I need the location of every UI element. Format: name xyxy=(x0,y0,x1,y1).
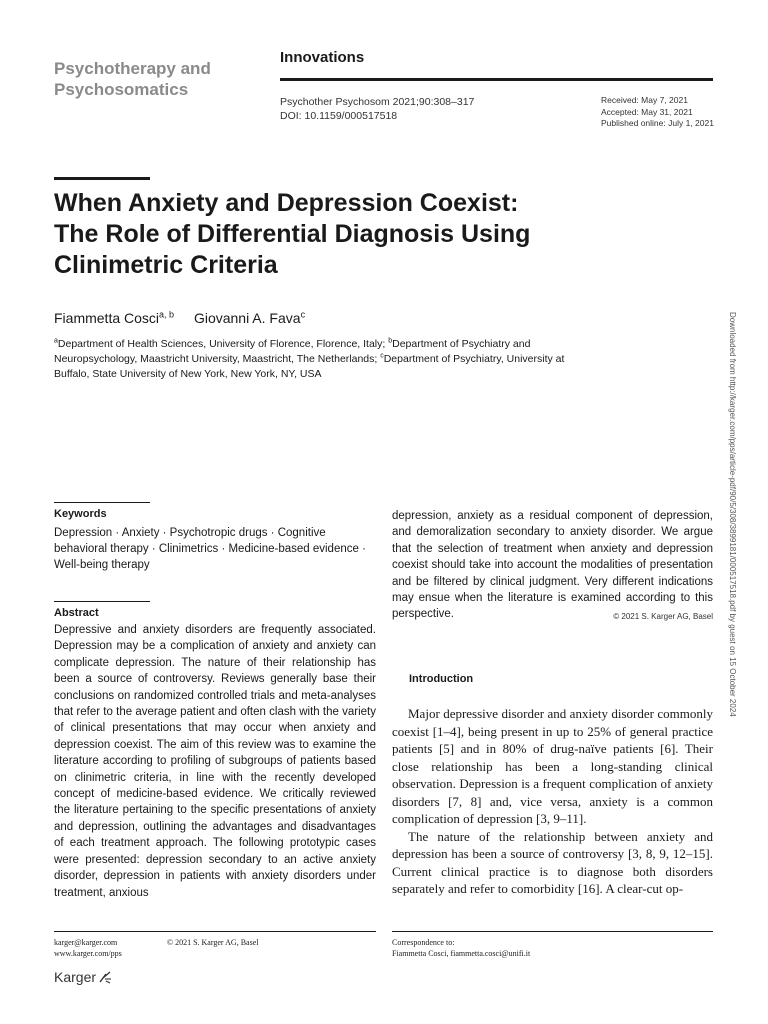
affiliation: Department of Health Sciences, University of Florence, Florence, Italy; xyxy=(57,338,389,350)
affiliation: Department of Psychiatry, University at Buffalo, State University of New York, New York, NY, USA xyxy=(54,353,565,380)
title-rule xyxy=(54,177,150,180)
footer-rule-left xyxy=(54,931,376,932)
abstract-text: Depressive and anxiety disorders are frequently associated. Depression may be a complication of anxiety and anxiety can complicate depression. The nature of their relationship has been a source of controversy. Reviews generally base their conclusions on randomized controlled trials and meta-analyses that refer to the average patient and often clash with the variety of clinical presentations that may occur when anxiety and depression coexist. The aim of this review was to examine the literature according to profiling of subgroups of patients based on clinimetric criteria, in line with the recently developed concept of medicine-based evidence. We critically reviewed the literature pertaining to the specific presentations of anxiety and depression, outlining the advantages and disadvantages of each treatment approach. The following prototypic cases were presented: depression secondary to an active anxiety disorder, depression in patients with anxiety disorders under treatment, anxious xyxy=(54,624,376,899)
section-label: Innovations xyxy=(280,49,365,66)
article-dates xyxy=(601,95,731,130)
correspondence-label: Correspondence to: xyxy=(392,938,455,947)
affiliation-marker: c xyxy=(380,352,384,360)
footer-copyright: © 2021 S. Karger AG, Basel xyxy=(167,938,259,947)
publisher-website[interactable]: www.karger.com/pps xyxy=(54,949,122,958)
abstract-copyright: © 2021 S. Karger AG, Basel xyxy=(613,612,713,622)
abstract-text-continued xyxy=(392,508,713,626)
affiliation: Department of Psychiatry and Neuropsychology, Maastricht University, Maastricht, The Netherlands; xyxy=(54,338,531,365)
introduction-heading: Introduction xyxy=(409,673,474,685)
doi[interactable]: DOI: 10.1159/000517518 xyxy=(280,110,398,122)
abstract-heading: Abstract xyxy=(54,607,99,619)
paragraph: Major depressive disorder and anxiety disorder commonly coexist [1–4], being present in up to 25% of general practice patients [5] and in 80% of drug-naïve patients [6]. Their close relationship has been a long-standing clinical observation. Depression is a frequent complication of anxiety disorders [7, 8] and, vice versa, anxiety is a common complication of depression [3, 9–11]. xyxy=(392,706,713,826)
journal-name-line1: Psychotherapy and xyxy=(54,59,211,78)
publisher-name: Karger xyxy=(54,969,97,985)
author[interactable] xyxy=(54,310,174,326)
keywords-rule xyxy=(54,502,150,503)
title-line-1: When Anxiety and Depression Coexist: xyxy=(54,189,519,217)
keywords-heading: Keywords xyxy=(54,508,107,520)
article-title xyxy=(54,188,614,281)
published-date: Published online: July 1, 2021 xyxy=(601,118,714,128)
author[interactable] xyxy=(194,310,305,326)
abstract-rule xyxy=(54,601,150,602)
abstract-text-part2: depression, anxiety as a residual component of depression, and demoralization secondary to anxiety disorder. We argue that the selection of treatment when anxiety and depression coexist should take into account the modalities of presentation and be filtered by clinical judgment. Very different indications may ensue when the literature is examined according to this perspective. xyxy=(392,510,713,621)
paragraph: The nature of the relationship between anxiety and depression has been a source of controversy [3, 8, 9, 12–15]. Current clinical practice is to diagnose both disorders separately and refer to comorbidity [16]. A clear-cut op- xyxy=(392,828,713,896)
karger-mark-icon xyxy=(98,970,112,984)
affiliation-marker: a xyxy=(54,337,58,345)
publisher-email[interactable]: karger@karger.com xyxy=(54,938,118,947)
correspondence[interactable]: Fiammetta Cosci, fiammetta.cosci@unifi.it xyxy=(392,949,531,958)
citation: Psychother Psychosom 2021;90:308–317 xyxy=(280,96,475,108)
download-note: Downloaded from http://karger.com/pps/article-pdf/90/5/308/3899181/000517518.pdf by guest on 15 October 2024 xyxy=(728,312,737,717)
citation-block xyxy=(280,95,580,123)
author-affiliation-marker: c xyxy=(300,309,306,320)
publisher-logo xyxy=(54,969,112,985)
affiliation-marker: b xyxy=(388,337,393,345)
keywords-text: Depression · Anxiety · Psychotropic drugs · Cognitive behavioral therapy · Clinimetrics · Medicine-based evidence · Well-being therapy xyxy=(54,527,366,571)
affiliations xyxy=(54,337,594,382)
title-line-2: The Role of Differential Diagnosis Using xyxy=(54,220,531,248)
accepted-date: Accepted: May 31, 2021 xyxy=(601,106,693,117)
author-affiliation-marker: a, b xyxy=(159,309,175,320)
author-name: Giovanni A. Fava xyxy=(193,310,301,326)
received-date: Received: May 7, 2021 xyxy=(601,95,688,105)
journal-name xyxy=(54,58,254,100)
title-line-3: Clinimetric Criteria xyxy=(54,251,278,279)
journal-name-line2: Psychosomatics xyxy=(54,80,189,99)
section-rule xyxy=(280,78,713,81)
author-list xyxy=(54,310,321,326)
introduction-body xyxy=(392,705,713,898)
author-name: Fiammetta Cosci xyxy=(54,310,160,326)
footer-rule-right xyxy=(392,931,713,932)
